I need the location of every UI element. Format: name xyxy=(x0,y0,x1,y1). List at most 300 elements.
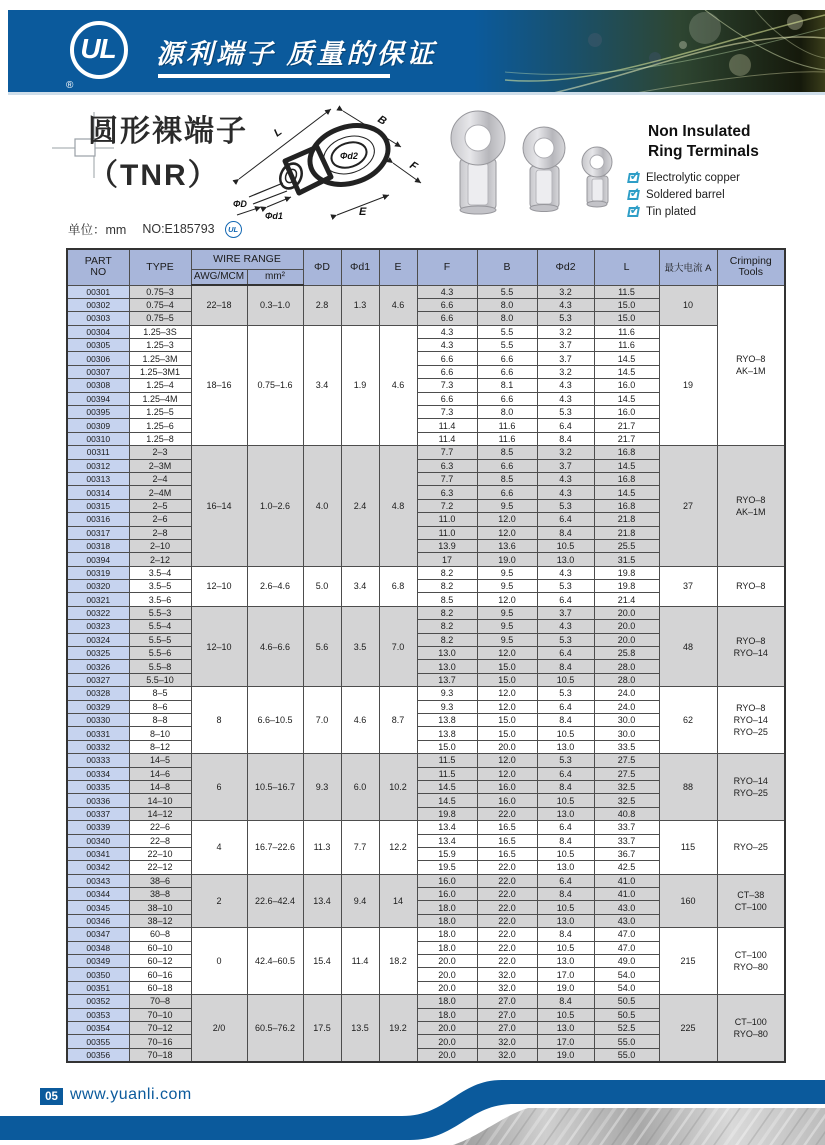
awg-range-cell: 6 xyxy=(191,754,247,821)
l-cell: 14.5 xyxy=(594,392,659,405)
l-cell: 50.5 xyxy=(594,1008,659,1021)
type-cell: 3.5–4 xyxy=(129,566,191,579)
awg-range-cell: 12–10 xyxy=(191,606,247,686)
english-heading-line-1: Non Insulated xyxy=(648,123,751,140)
b-cell: 15.0 xyxy=(477,727,537,740)
f-cell: 9.3 xyxy=(417,687,477,700)
part-no-cell: 00337 xyxy=(67,807,129,820)
type-cell: 2–6 xyxy=(129,513,191,526)
crimping-tools-cell: RYO–25 xyxy=(717,821,785,875)
l-cell: 24.0 xyxy=(594,687,659,700)
table-row xyxy=(67,687,785,700)
b-cell: 6.6 xyxy=(477,486,537,499)
ul-logo xyxy=(70,21,128,79)
dim-label-B: B xyxy=(375,113,389,128)
phi-d1-cell: 13.5 xyxy=(341,995,379,1062)
awg-range-cell: 18–16 xyxy=(191,325,247,446)
f-cell: 9.3 xyxy=(417,700,477,713)
f-cell: 16.0 xyxy=(417,874,477,887)
type-cell: 2–3 xyxy=(129,446,191,459)
phi-d2-cell: 4.3 xyxy=(537,298,594,311)
f-cell: 14.5 xyxy=(417,794,477,807)
f-cell: 17 xyxy=(417,553,477,566)
f-cell: 11.4 xyxy=(417,419,477,432)
phi-d2-cell: 10.5 xyxy=(537,727,594,740)
phi-d2-cell: 10.5 xyxy=(537,847,594,860)
part-no-cell: 00303 xyxy=(67,312,129,325)
l-cell: 55.0 xyxy=(594,1048,659,1061)
l-cell: 40.8 xyxy=(594,807,659,820)
l-cell: 11.6 xyxy=(594,339,659,352)
type-cell: 5.5–8 xyxy=(129,660,191,673)
f-cell: 6.3 xyxy=(417,486,477,499)
part-no-cell: 00308 xyxy=(67,379,129,392)
brand-underline xyxy=(158,74,390,78)
page-title xyxy=(88,110,248,198)
b-cell: 12.0 xyxy=(477,647,537,660)
awg-range-cell: 8 xyxy=(191,687,247,754)
phi-d2-cell: 3.2 xyxy=(537,325,594,338)
l-cell: 20.0 xyxy=(594,620,659,633)
phi-d2-cell: 13.0 xyxy=(537,807,594,820)
b-cell: 5.5 xyxy=(477,325,537,338)
type-cell: 5.5–3 xyxy=(129,606,191,619)
l-cell: 30.0 xyxy=(594,727,659,740)
phi-d2-cell: 6.4 xyxy=(537,874,594,887)
type-cell: 14–5 xyxy=(129,754,191,767)
part-no-cell: 00333 xyxy=(67,754,129,767)
table-header-row xyxy=(67,249,785,269)
part-no-cell: 00330 xyxy=(67,714,129,727)
mm2-range-cell: 22.6–42.4 xyxy=(247,874,303,928)
phi-d2-cell: 4.3 xyxy=(537,392,594,405)
b-cell: 22.0 xyxy=(477,861,537,874)
b-cell: 27.0 xyxy=(477,1008,537,1021)
b-cell: 22.0 xyxy=(477,901,537,914)
part-no-cell: 00325 xyxy=(67,647,129,660)
part-no-cell: 00326 xyxy=(67,660,129,673)
f-cell: 19.5 xyxy=(417,861,477,874)
table-row xyxy=(67,606,785,619)
dim-label-D: ΦD xyxy=(233,199,247,209)
table-row xyxy=(67,995,785,1008)
l-cell: 32.5 xyxy=(594,794,659,807)
f-cell: 7.3 xyxy=(417,406,477,419)
b-cell: 6.6 xyxy=(477,459,537,472)
type-cell: 8–6 xyxy=(129,700,191,713)
l-cell: 16.0 xyxy=(594,406,659,419)
type-cell: 70–8 xyxy=(129,995,191,1008)
type-cell: 70–10 xyxy=(129,1008,191,1021)
phi-d2-cell: 4.3 xyxy=(537,379,594,392)
f-cell: 7.7 xyxy=(417,472,477,485)
b-cell: 8.5 xyxy=(477,446,537,459)
b-cell: 32.0 xyxy=(477,981,537,994)
part-no-cell: 00340 xyxy=(67,834,129,847)
phi-d2-cell: 5.3 xyxy=(537,580,594,593)
b-cell: 22.0 xyxy=(477,914,537,927)
type-cell: 1.25–6 xyxy=(129,419,191,432)
b-cell: 32.0 xyxy=(477,968,537,981)
l-cell: 32.5 xyxy=(594,780,659,793)
phi-d2-cell: 10.5 xyxy=(537,539,594,552)
phi-d2-cell: 19.0 xyxy=(537,1048,594,1061)
type-cell: 70–16 xyxy=(129,1035,191,1048)
b-cell: 15.0 xyxy=(477,714,537,727)
l-cell: 41.0 xyxy=(594,874,659,887)
phi-d-cell: 5.6 xyxy=(303,606,341,686)
f-cell: 20.0 xyxy=(417,1048,477,1061)
part-no-cell: 00334 xyxy=(67,767,129,780)
website-url: www.yuanli.com xyxy=(70,1086,192,1103)
type-cell: 22–12 xyxy=(129,861,191,874)
l-cell: 31.5 xyxy=(594,553,659,566)
type-cell: 22–8 xyxy=(129,834,191,847)
l-cell: 55.0 xyxy=(594,1035,659,1048)
l-cell: 16.8 xyxy=(594,446,659,459)
part-no-cell: 00332 xyxy=(67,740,129,753)
part-no-cell: 00394 xyxy=(67,392,129,405)
f-cell: 18.0 xyxy=(417,901,477,914)
l-cell: 16.8 xyxy=(594,499,659,512)
part-no-cell: 00324 xyxy=(67,633,129,646)
phi-d1-cell: 4.6 xyxy=(341,687,379,754)
b-cell: 22.0 xyxy=(477,888,537,901)
b-cell: 9.5 xyxy=(477,499,537,512)
f-cell: 6.6 xyxy=(417,392,477,405)
f-cell: 13.8 xyxy=(417,714,477,727)
part-no-cell: 00339 xyxy=(67,821,129,834)
phi-d2-cell: 5.3 xyxy=(537,687,594,700)
l-cell: 30.0 xyxy=(594,714,659,727)
awg-range-cell: 2/0 xyxy=(191,995,247,1062)
phi-d2-cell: 5.3 xyxy=(537,499,594,512)
f-cell: 4.3 xyxy=(417,325,477,338)
crimping-tools-cell: RYO–8 AK–1M xyxy=(717,446,785,567)
l-cell: 54.0 xyxy=(594,968,659,981)
mm2-range-cell: 4.6–6.6 xyxy=(247,606,303,686)
part-no-cell: 00311 xyxy=(67,446,129,459)
ul-logo-text: UL xyxy=(80,33,116,64)
ul-mark-icon: UL xyxy=(225,221,242,238)
type-cell: 1.25–3M xyxy=(129,352,191,365)
b-cell: 8.5 xyxy=(477,472,537,485)
phi-d-cell: 2.8 xyxy=(303,285,341,325)
e-cell: 8.7 xyxy=(379,687,417,754)
l-cell: 25.8 xyxy=(594,647,659,660)
phi-d2-cell: 10.5 xyxy=(537,941,594,954)
mm2-range-cell: 42.4–60.5 xyxy=(247,928,303,995)
feature-label: Electrolytic copper xyxy=(646,171,740,184)
l-cell: 11.6 xyxy=(594,325,659,338)
part-no-cell: 00306 xyxy=(67,352,129,365)
b-cell: 8.1 xyxy=(477,379,537,392)
l-cell: 20.0 xyxy=(594,633,659,646)
phi-d-cell: 17.5 xyxy=(303,995,341,1062)
col-header-max-current: 最大电流 A xyxy=(659,249,717,285)
l-cell: 14.5 xyxy=(594,486,659,499)
phi-d-cell: 7.0 xyxy=(303,687,341,754)
phi-d2-cell: 10.5 xyxy=(537,1008,594,1021)
type-cell: 14–10 xyxy=(129,794,191,807)
type-cell: 8–10 xyxy=(129,727,191,740)
max-current-cell: 27 xyxy=(659,446,717,567)
feature-list xyxy=(628,169,740,220)
part-no-cell: 00302 xyxy=(67,298,129,311)
type-cell: 1.25–4M xyxy=(129,392,191,405)
l-cell: 33.7 xyxy=(594,834,659,847)
header-banner xyxy=(8,10,825,95)
phi-d2-cell: 4.3 xyxy=(537,620,594,633)
part-no-cell: 00341 xyxy=(67,847,129,860)
b-cell: 11.6 xyxy=(477,419,537,432)
title-line-2: （TNR） xyxy=(88,159,220,192)
table-row xyxy=(67,874,785,887)
feature-label: Tin plated xyxy=(646,205,697,218)
awg-range-cell: 0 xyxy=(191,928,247,995)
l-cell: 49.0 xyxy=(594,955,659,968)
l-cell: 28.0 xyxy=(594,673,659,686)
part-no-cell: 00328 xyxy=(67,687,129,700)
type-cell: 5.5–5 xyxy=(129,633,191,646)
phi-d2-cell: 10.5 xyxy=(537,901,594,914)
max-current-cell: 88 xyxy=(659,754,717,821)
part-no-cell: 00317 xyxy=(67,526,129,539)
col-header-l: L xyxy=(594,249,659,285)
type-cell: 0.75–5 xyxy=(129,312,191,325)
type-cell: 5.5–4 xyxy=(129,620,191,633)
phi-d-cell: 9.3 xyxy=(303,754,341,821)
type-cell: 0.75–4 xyxy=(129,298,191,311)
b-cell: 6.6 xyxy=(477,352,537,365)
f-cell: 18.0 xyxy=(417,995,477,1008)
phi-d2-cell: 8.4 xyxy=(537,995,594,1008)
table-row xyxy=(67,285,785,298)
part-no-cell: 00335 xyxy=(67,780,129,793)
col-header-e: E xyxy=(379,249,417,285)
l-cell: 21.7 xyxy=(594,419,659,432)
mm2-range-cell: 60.5–76.2 xyxy=(247,995,303,1062)
l-cell: 21.4 xyxy=(594,593,659,606)
type-cell: 3.5–6 xyxy=(129,593,191,606)
f-cell: 18.0 xyxy=(417,1008,477,1021)
unit-label: 单位：mm xyxy=(68,223,127,237)
phi-d2-cell: 4.3 xyxy=(537,566,594,579)
f-cell: 19.8 xyxy=(417,807,477,820)
col-header-phi-d: ΦD xyxy=(303,249,341,285)
b-cell: 27.0 xyxy=(477,995,537,1008)
english-heading-line-2: Ring Terminals xyxy=(648,143,759,160)
terminal-photos xyxy=(432,108,632,220)
type-cell: 8–5 xyxy=(129,687,191,700)
part-no-cell: 00327 xyxy=(67,673,129,686)
phi-d2-cell: 8.4 xyxy=(537,714,594,727)
f-cell: 20.0 xyxy=(417,968,477,981)
b-cell: 9.5 xyxy=(477,606,537,619)
part-no-cell: 00343 xyxy=(67,874,129,887)
f-cell: 15.9 xyxy=(417,847,477,860)
phi-d2-cell: 6.4 xyxy=(537,700,594,713)
b-cell: 15.0 xyxy=(477,673,537,686)
b-cell: 12.0 xyxy=(477,767,537,780)
e-cell: 19.2 xyxy=(379,995,417,1062)
max-current-cell: 160 xyxy=(659,874,717,928)
l-cell: 11.5 xyxy=(594,285,659,298)
e-cell: 7.0 xyxy=(379,606,417,686)
banner-decoration xyxy=(505,10,825,95)
part-no-cell: 00395 xyxy=(67,406,129,419)
f-cell: 6.6 xyxy=(417,365,477,378)
b-cell: 16.5 xyxy=(477,834,537,847)
phi-d2-cell: 13.0 xyxy=(537,740,594,753)
b-cell: 12.0 xyxy=(477,526,537,539)
e-cell: 4.8 xyxy=(379,446,417,567)
phi-d2-cell: 6.4 xyxy=(537,821,594,834)
f-cell: 6.3 xyxy=(417,459,477,472)
phi-d2-cell: 8.4 xyxy=(537,660,594,673)
f-cell: 13.0 xyxy=(417,660,477,673)
e-cell: 10.2 xyxy=(379,754,417,821)
title-line-1: 圆形裸端子 xyxy=(88,115,248,148)
b-cell: 13.6 xyxy=(477,539,537,552)
max-current-cell: 10 xyxy=(659,285,717,325)
b-cell: 22.0 xyxy=(477,928,537,941)
f-cell: 20.0 xyxy=(417,1035,477,1048)
dim-label-E: E xyxy=(359,206,367,218)
phi-d2-cell: 5.3 xyxy=(537,406,594,419)
part-no-cell: 00310 xyxy=(67,432,129,445)
type-cell: 60–10 xyxy=(129,941,191,954)
f-cell: 6.6 xyxy=(417,352,477,365)
l-cell: 15.0 xyxy=(594,298,659,311)
type-cell: 8–8 xyxy=(129,714,191,727)
f-cell: 7.7 xyxy=(417,446,477,459)
l-cell: 16.8 xyxy=(594,472,659,485)
b-cell: 6.6 xyxy=(477,365,537,378)
l-cell: 33.5 xyxy=(594,740,659,753)
f-cell: 14.5 xyxy=(417,780,477,793)
max-current-cell: 215 xyxy=(659,928,717,995)
type-cell: 3.5–5 xyxy=(129,580,191,593)
part-no-cell: 00347 xyxy=(67,928,129,941)
l-cell: 19.8 xyxy=(594,580,659,593)
mm2-range-cell: 2.6–4.6 xyxy=(247,566,303,606)
phi-d2-cell: 13.0 xyxy=(537,1021,594,1034)
type-cell: 38–12 xyxy=(129,914,191,927)
phi-d2-cell: 6.4 xyxy=(537,767,594,780)
f-cell: 16.0 xyxy=(417,888,477,901)
table-row xyxy=(67,325,785,338)
awg-range-cell: 12–10 xyxy=(191,566,247,606)
phi-d1-cell: 1.3 xyxy=(341,285,379,325)
spec-table xyxy=(66,248,786,1063)
crimping-tools-cell: RYO–8 RYO–14 xyxy=(717,606,785,686)
phi-d-cell: 4.0 xyxy=(303,446,341,567)
f-cell: 13.7 xyxy=(417,673,477,686)
part-no-cell: 00355 xyxy=(67,1035,129,1048)
feature-item xyxy=(628,186,740,203)
mm2-range-cell: 6.6–10.5 xyxy=(247,687,303,754)
crimping-tools-cell: CT–38 CT–100 xyxy=(717,874,785,928)
table-row xyxy=(67,566,785,579)
part-no-cell: 00348 xyxy=(67,941,129,954)
f-cell: 11.0 xyxy=(417,513,477,526)
crimping-tools-cell: CT–100 RYO–80 xyxy=(717,995,785,1062)
f-cell: 13.4 xyxy=(417,821,477,834)
part-no-cell: 00351 xyxy=(67,981,129,994)
part-no-cell: 00350 xyxy=(67,968,129,981)
type-cell: 22–10 xyxy=(129,847,191,860)
f-cell: 15.0 xyxy=(417,740,477,753)
table-row xyxy=(67,928,785,941)
part-no-cell: 00319 xyxy=(67,566,129,579)
b-cell: 12.0 xyxy=(477,593,537,606)
type-cell: 38–8 xyxy=(129,888,191,901)
phi-d2-cell: 5.3 xyxy=(537,633,594,646)
b-cell: 5.5 xyxy=(477,339,537,352)
type-cell: 22–6 xyxy=(129,821,191,834)
part-no-cell: 00352 xyxy=(67,995,129,1008)
max-current-cell: 37 xyxy=(659,566,717,606)
l-cell: 42.5 xyxy=(594,861,659,874)
b-cell: 8.0 xyxy=(477,298,537,311)
part-no-cell: 00316 xyxy=(67,513,129,526)
type-cell: 14–8 xyxy=(129,780,191,793)
e-cell: 6.8 xyxy=(379,566,417,606)
l-cell: 33.7 xyxy=(594,821,659,834)
feature-item xyxy=(628,203,740,220)
type-cell: 1.25–3 xyxy=(129,339,191,352)
col-header-phi-d2: Φd2 xyxy=(537,249,594,285)
phi-d2-cell: 17.0 xyxy=(537,1035,594,1048)
l-cell: 14.5 xyxy=(594,365,659,378)
type-cell: 60–16 xyxy=(129,968,191,981)
type-cell: 1.25–8 xyxy=(129,432,191,445)
l-cell: 14.5 xyxy=(594,352,659,365)
phi-d1-cell: 3.5 xyxy=(341,606,379,686)
phi-d2-cell: 5.3 xyxy=(537,754,594,767)
b-cell: 15.0 xyxy=(477,660,537,673)
type-cell: 1.25–5 xyxy=(129,406,191,419)
part-no-cell: 00304 xyxy=(67,325,129,338)
l-cell: 50.5 xyxy=(594,995,659,1008)
b-cell: 8.0 xyxy=(477,312,537,325)
col-header-crimping-tools: Crimping Tools xyxy=(717,249,785,285)
phi-d2-cell: 13.0 xyxy=(537,861,594,874)
phi-d2-cell: 19.0 xyxy=(537,981,594,994)
checkbox-icon xyxy=(627,207,640,217)
l-cell: 21.8 xyxy=(594,526,659,539)
phi-d2-cell: 6.4 xyxy=(537,419,594,432)
type-cell: 8–12 xyxy=(129,740,191,753)
type-cell: 2–5 xyxy=(129,499,191,512)
col-header-type: TYPE xyxy=(129,249,191,285)
max-current-cell: 225 xyxy=(659,995,717,1062)
type-cell: 1.25–3M1 xyxy=(129,365,191,378)
b-cell: 32.0 xyxy=(477,1048,537,1061)
l-cell: 27.5 xyxy=(594,754,659,767)
f-cell: 18.0 xyxy=(417,914,477,927)
b-cell: 16.5 xyxy=(477,821,537,834)
phi-d2-cell: 13.0 xyxy=(537,955,594,968)
phi-d1-cell: 2.4 xyxy=(341,446,379,567)
phi-d2-cell: 8.4 xyxy=(537,526,594,539)
registered-mark: ® xyxy=(66,80,74,91)
type-cell: 14–12 xyxy=(129,807,191,820)
phi-d2-cell: 5.3 xyxy=(537,312,594,325)
type-cell: 2–8 xyxy=(129,526,191,539)
awg-range-cell: 2 xyxy=(191,874,247,928)
